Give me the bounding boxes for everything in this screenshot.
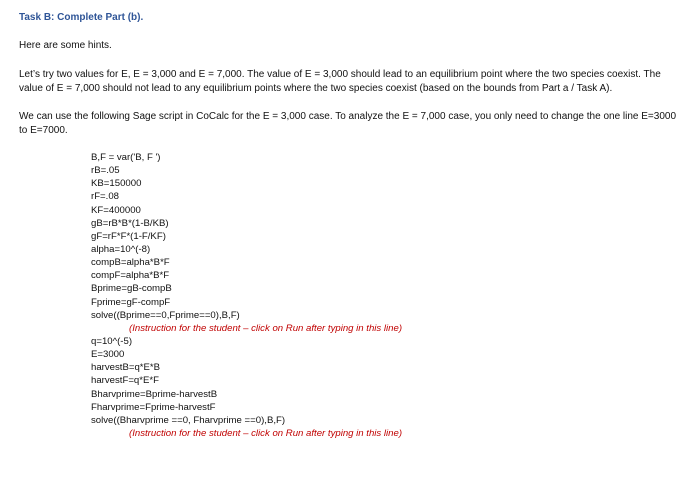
code-line: E=3000 <box>91 349 125 361</box>
paragraph-sage-script: We can use the following Sage script in CoCalc for the E = 3,000 case. To analyze the E = 7,000 case, you only need to change the one line E=3000 to E=7000. <box>19 111 677 136</box>
hints-line: Here are some hints. <box>19 40 112 51</box>
code-line: KF=400000 <box>91 204 141 216</box>
code-line: Fprime=gF-compF <box>91 296 171 308</box>
code-line: rF=.08 <box>91 191 119 203</box>
code-line: q=10^(-5) <box>91 335 133 347</box>
code-line: gB=rB*B*(1-B/KB) <box>91 217 169 229</box>
code-line: B,F = var('B, F ') <box>91 152 161 163</box>
code-line: rB=.05 <box>91 165 120 177</box>
code-line: compF=alpha*B*F <box>91 270 170 282</box>
code-line: Bprime=gB-compB <box>91 283 172 295</box>
code-line: alpha=10^(-8) <box>91 243 151 255</box>
code-line: gF=rF*F*(1-F/KF) <box>91 230 166 242</box>
code-line: Bharvprime=Bprime-harvestB <box>91 388 218 400</box>
paragraph-e-values: Let’s try two values for E, E = 3,000 and E = 7,000. The value of E = 3,000 should lead to an equilibrium point where the two species coexist. The value of E = 7,000 should not lead to any equilibrium points where the two species coexist (based on the bounds from Part a / Task A). <box>19 69 661 94</box>
code-line: compB=alpha*B*F <box>91 257 170 269</box>
task-title: Task B: Complete Part (b). <box>19 12 144 23</box>
run-instruction-note: (Instruction for the student – click on Run after typing in this line) <box>129 427 403 439</box>
run-instruction-note: (Instruction for the student – click on Run after typing in this line) <box>129 322 403 334</box>
code-line: harvestF=q*E*F <box>91 375 159 387</box>
code-line: KB=150000 <box>91 178 142 190</box>
code-line: solve((Bharvprime ==0, Fharvprime ==0),B,F) <box>91 414 286 426</box>
code-line: solve((Bprime==0,Fprime==0),B,F) <box>91 309 240 321</box>
code-line: Fharvprime=Fprime-harvestF <box>91 401 216 413</box>
sage-code-block <box>91 151 402 440</box>
code-line: harvestB=q*E*B <box>91 362 161 374</box>
